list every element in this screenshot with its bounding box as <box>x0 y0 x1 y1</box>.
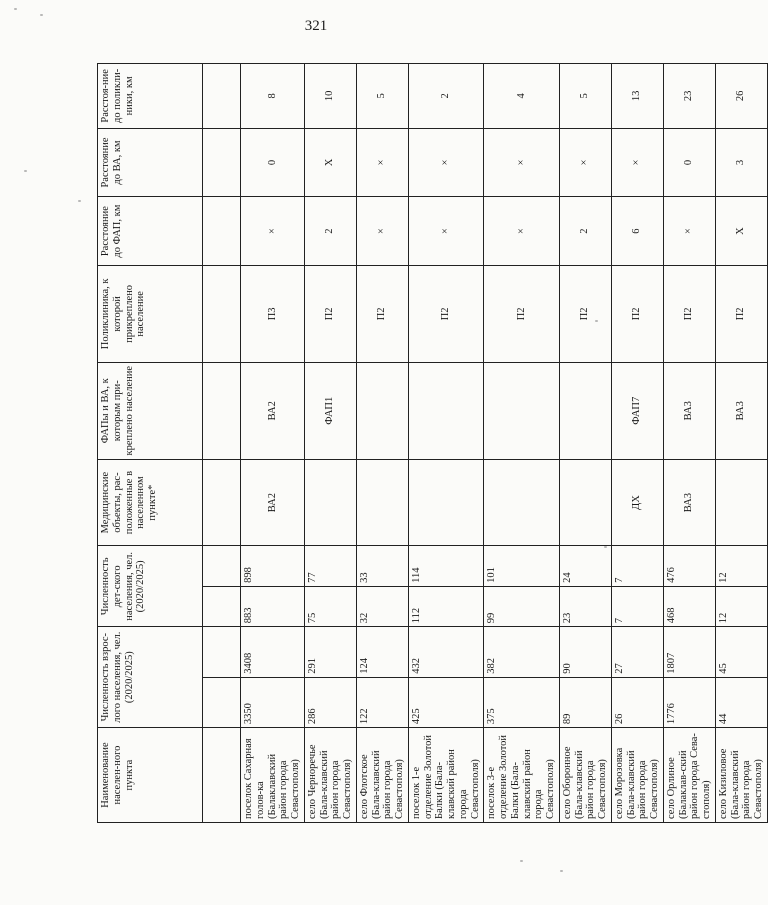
cell-clinic: П2 <box>715 265 767 362</box>
cell-adult-2020: 375 <box>484 677 560 727</box>
cell-dist-fap: 2 <box>559 197 611 266</box>
cell-child-2020: 99 <box>484 586 560 626</box>
cell-dist-va: Х <box>304 128 356 197</box>
table-row <box>304 64 356 823</box>
cell-adult-2025: 90 <box>559 627 611 677</box>
cell-adult-2025: 432 <box>408 627 484 677</box>
cell-clinic: П2 <box>611 265 663 362</box>
cell-child-2025: 77 <box>304 546 356 586</box>
table-wrapper <box>97 63 764 823</box>
cell-dist-fap: 2 <box>304 197 356 266</box>
cell-fap-va <box>356 362 408 459</box>
page-number: 321 <box>304 18 328 34</box>
header-row <box>98 64 203 823</box>
cell-adult-2020: 44 <box>715 677 767 727</box>
cell-child-2020: 75 <box>304 586 356 626</box>
cell-adult-2020: 1776 <box>663 677 715 727</box>
cell-name: поселок 1-е отделение Золотой Балки (Бала-клавский район города Севастополя) <box>408 728 484 823</box>
cell-fap-va: ВА3 <box>663 362 715 459</box>
cell-child-2020: 23 <box>559 586 611 626</box>
cell-name: село Кизиловое (Бала-клавский район города Севастополя) <box>715 728 767 823</box>
cell-dist-fap: 6 <box>611 197 663 266</box>
cell-child-2025: 7 <box>611 546 663 586</box>
cell-dist-va: 0 <box>663 128 715 197</box>
cell-child-2020: 468 <box>663 586 715 626</box>
cell-adult-2025: 3408 <box>241 627 305 677</box>
scan-speck <box>14 8 17 10</box>
cell-fap-va: ВА3 <box>715 362 767 459</box>
cell-adult-2020: 3350 <box>241 677 305 727</box>
cell-child-2025: 114 <box>408 546 484 586</box>
scan-speck <box>560 870 563 872</box>
cell-dist-clinic: 23 <box>663 64 715 129</box>
cell-adult-2020: 89 <box>559 677 611 727</box>
cell-dist-va: × <box>484 128 560 197</box>
cell-med <box>356 459 408 546</box>
cell-med <box>715 459 767 546</box>
cell-dist-clinic: 8 <box>241 64 305 129</box>
cell-clinic: П2 <box>559 265 611 362</box>
cell-dist-clinic: 5 <box>559 64 611 129</box>
cell-adult-2025: 124 <box>356 627 408 677</box>
cell-fap-va <box>408 362 484 459</box>
cell-dist-clinic: 10 <box>304 64 356 129</box>
cell-dist-va: 0 <box>241 128 305 197</box>
cell-child-2025: 12 <box>715 546 767 586</box>
cell-name: село Оборонное (Бала-клавский район города Севастополя) <box>559 728 611 823</box>
cell-med: ВА2 <box>241 459 305 546</box>
cell-child-2025: 476 <box>663 546 715 586</box>
cell-dist-va: × <box>611 128 663 197</box>
cell-dist-fap: × <box>663 197 715 266</box>
header-dist-clinic: Расстоя-ние до поликли-ники, км <box>98 64 203 129</box>
cell-fap-va: ФАП1 <box>304 362 356 459</box>
cell-adult-2020: 122 <box>356 677 408 727</box>
cell-adult-2025: 382 <box>484 627 560 677</box>
scan-speck <box>520 860 523 862</box>
rotated-table-container <box>97 63 764 823</box>
cell-dist-clinic: 2 <box>408 64 484 129</box>
cell-child-2025: 101 <box>484 546 560 586</box>
table-row <box>484 64 560 823</box>
cell-child-2020: 7 <box>611 586 663 626</box>
cell-adult-2025: 291 <box>304 627 356 677</box>
cell-dist-va: 3 <box>715 128 767 197</box>
cell-child-2020: 112 <box>408 586 484 626</box>
cell-fap-va <box>484 362 560 459</box>
cell-child-2020: 32 <box>356 586 408 626</box>
cell-child-2025: 898 <box>241 546 305 586</box>
cell-dist-fap: × <box>241 197 305 266</box>
cell-dist-fap: Х <box>715 197 767 266</box>
cell-adult-2020: 26 <box>611 677 663 727</box>
table-row <box>408 64 484 823</box>
cell-dist-fap: × <box>408 197 484 266</box>
table-row <box>241 64 305 823</box>
header-dist-va: Расстояние до ВА, км <box>98 128 203 197</box>
cell-name: поселок Сахарная голов-ка (Балаклавский район города Севастополя) <box>241 728 305 823</box>
spacer-row <box>203 64 241 823</box>
cell-fap-va <box>559 362 611 459</box>
cell-name: село Флотское (Бала-клавский район города Севастополя) <box>356 728 408 823</box>
cell-fap-va: ФАП7 <box>611 362 663 459</box>
header-name: Наименование населен-ного пункта <box>98 728 203 823</box>
cell-child-2025: 33 <box>356 546 408 586</box>
header-children: Численность дет-ского населения, чел. (2020/2025) <box>98 546 203 627</box>
cell-child-2020: 883 <box>241 586 305 626</box>
cell-adult-2020: 425 <box>408 677 484 727</box>
cell-med <box>484 459 560 546</box>
header-fap-va: ФАПы и ВА, к которым при-креплено население <box>98 362 203 459</box>
table-row <box>559 64 611 823</box>
cell-adult-2025: 1807 <box>663 627 715 677</box>
cell-med <box>408 459 484 546</box>
table-row <box>715 64 767 823</box>
table-row <box>611 64 663 823</box>
cell-clinic: П3 <box>241 265 305 362</box>
scan-speck <box>604 546 607 548</box>
scan-speck <box>24 170 27 172</box>
scan-speck <box>40 14 43 16</box>
cell-dist-clinic: 4 <box>484 64 560 129</box>
cell-name: поселок 3-е отделение Золотой Балки (Бала-клавский район города Севастополя) <box>484 728 560 823</box>
cell-dist-va: × <box>408 128 484 197</box>
cell-dist-fap: × <box>356 197 408 266</box>
cell-dist-clinic: 5 <box>356 64 408 129</box>
table-row <box>663 64 715 823</box>
cell-dist-va: × <box>559 128 611 197</box>
scan-speck <box>78 200 81 202</box>
cell-med: ВА3 <box>663 459 715 546</box>
cell-clinic: П2 <box>663 265 715 362</box>
header-adults: Численность взрос-лого населения, чел. (2020/2025) <box>98 627 203 728</box>
cell-adult-2020: 286 <box>304 677 356 727</box>
cell-clinic: П2 <box>408 265 484 362</box>
cell-dist-clinic: 26 <box>715 64 767 129</box>
header-clinic: Поликлиника, к которой прикреплено население <box>98 265 203 362</box>
cell-adult-2025: 27 <box>611 627 663 677</box>
cell-fap-va: ВА2 <box>241 362 305 459</box>
cell-dist-va: × <box>356 128 408 197</box>
scan-speck <box>595 320 598 322</box>
cell-child-2020: 12 <box>715 586 767 626</box>
cell-name: село Черноречье (Бала-клавский район города Севастополя) <box>304 728 356 823</box>
header-med-objects: Медицинские объекты, рас-положенные в населенном пункте* <box>98 459 203 546</box>
table-row <box>356 64 408 823</box>
cell-dist-fap: × <box>484 197 560 266</box>
cell-dist-clinic: 13 <box>611 64 663 129</box>
cell-adult-2025: 45 <box>715 627 767 677</box>
cell-med: ДХ <box>611 459 663 546</box>
cell-clinic: П2 <box>304 265 356 362</box>
header-dist-fap: Расстояние до ФАП, км <box>98 197 203 266</box>
cell-name: село Морозовка (Бала-клавский район города Севастополя) <box>611 728 663 823</box>
table-body <box>203 64 768 823</box>
cell-clinic: П2 <box>356 265 408 362</box>
cell-med <box>559 459 611 546</box>
cell-med <box>304 459 356 546</box>
cell-child-2025: 24 <box>559 546 611 586</box>
cell-clinic: П2 <box>484 265 560 362</box>
cell-name: село Орлиное (Балаклав-ский район города Сева-стополя) <box>663 728 715 823</box>
settlements-table <box>97 63 768 823</box>
